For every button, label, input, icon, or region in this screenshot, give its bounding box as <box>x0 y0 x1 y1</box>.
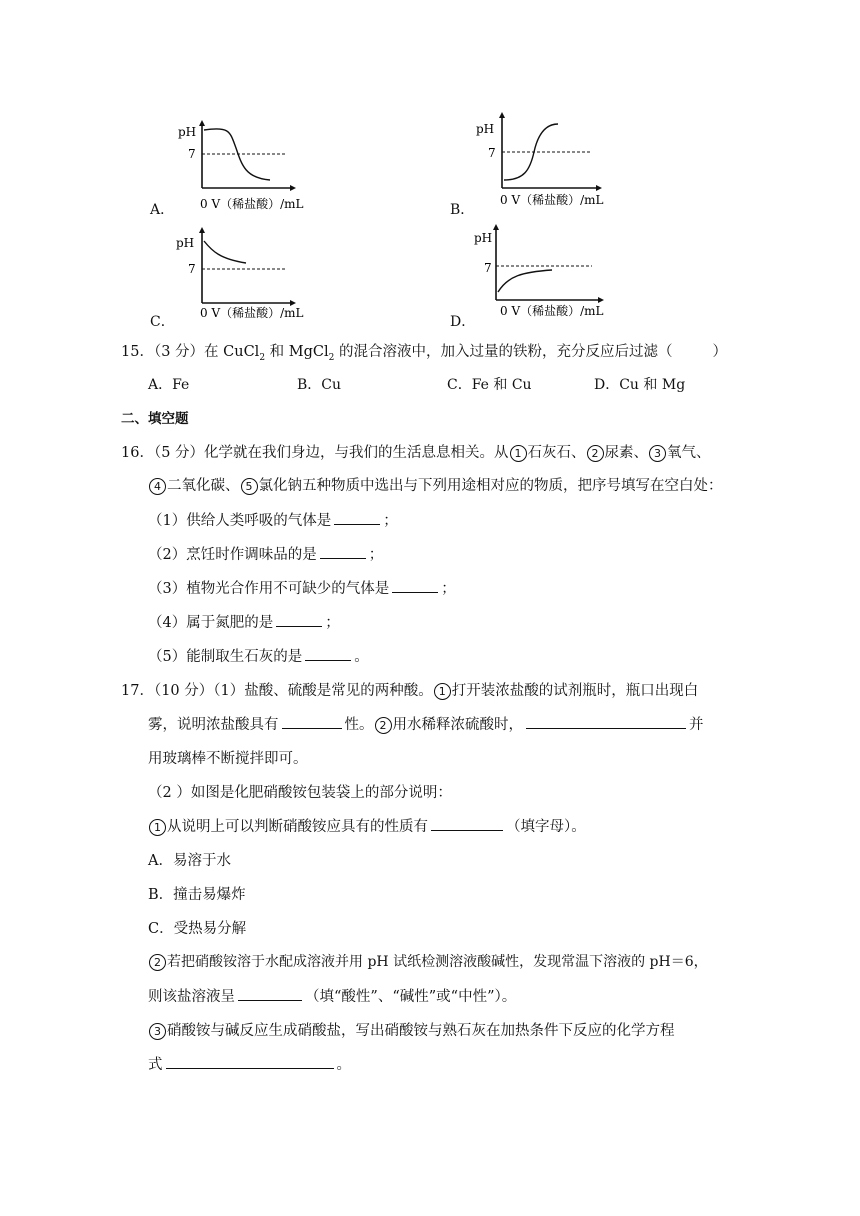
answer-blank[interactable] <box>238 986 302 1001</box>
q16-item-4: （4）属于氮肥的是 ； <box>148 611 340 632</box>
ph-curve-b <box>450 108 630 213</box>
question-17-line8: 3 硝酸铵与碱反应生成硝酸盐，写出硝酸铵与熟石灰在加热条件下反应的化学方程 <box>148 1019 675 1040</box>
q15-option-b: B．Cu <box>297 377 342 393</box>
question-17-line5: 1 从说明上可以判断硝酸铵应具有的性质有 （填字母）。 <box>148 815 586 836</box>
question-17-line7: 则该盐溶液呈 （填“酸性”、“碱性”或“中性”）。 <box>148 985 516 1006</box>
question-17-line1: 17．（10 分）（1）盐酸、硫酸是常见的两种酸。 1 打开装浓盐酸的试剂瓶时，瓶口出现白 <box>121 683 699 699</box>
q17-option-b: B．撞击易爆炸 <box>148 887 246 903</box>
seven-label: 7 <box>188 262 196 276</box>
circled-number: 3 <box>149 1023 166 1040</box>
y-label: pH <box>178 125 197 139</box>
option-d-label: D． <box>450 314 476 330</box>
ph-curve-d <box>450 222 630 322</box>
circled-number: 5 <box>241 478 258 495</box>
circled-number: 1 <box>434 683 451 700</box>
question-17-line9: 式 。 <box>148 1053 351 1074</box>
question-17-line3: 用玻璃棒不断搅拌即可。 <box>148 751 308 767</box>
circled-number: 1 <box>149 819 166 836</box>
answer-blank[interactable] <box>276 612 322 627</box>
seven-label: 7 <box>484 261 492 275</box>
answer-blank[interactable] <box>334 510 380 525</box>
graph-d <box>450 222 630 322</box>
option-b-label: B． <box>450 202 475 218</box>
answer-blank[interactable] <box>320 544 366 559</box>
question-17-line6: 2 若把硝酸铵溶于水配成溶液并用 pH 试纸检测溶液酸碱性，发现常温下溶液的 pH＝6， <box>148 951 708 971</box>
x-label: 0 V（稀盐酸）/mL <box>500 304 604 318</box>
q15-option-c: C．Fe 和 Cu <box>447 377 532 393</box>
question-15-stem: 15．（3 分）在 CuCl$_2$ 和 MgCl$_2$ 的混合溶液中，加入过量的铁粉，充分反应后过滤（ ） <box>121 344 727 363</box>
graph-b <box>450 108 630 213</box>
question-16-line2: 4 二氧化碳、 5 氯化钠五种物质中选出与下列用途相对应的物质，把序号填写在空白处： <box>148 474 723 495</box>
answer-blank[interactable] <box>392 578 438 593</box>
q17-option-c: C．受热易分解 <box>148 921 247 937</box>
circled-number: 1 <box>510 445 527 462</box>
answer-blank[interactable] <box>166 1054 334 1069</box>
circled-number: 2 <box>375 717 392 734</box>
question-17-line4: （2 ）如图是化肥硝酸铵包装袋上的部分说明： <box>148 785 452 801</box>
answer-blank[interactable] <box>305 646 351 661</box>
circled-number: 4 <box>149 478 166 495</box>
y-label: pH <box>476 122 495 136</box>
y-label: pH <box>176 236 195 250</box>
q16-item-5: （5）能制取生石灰的是 。 <box>148 645 369 666</box>
seven-label: 7 <box>488 146 496 160</box>
answer-blank[interactable] <box>282 714 342 729</box>
q15-option-a: A．Fe <box>148 377 190 393</box>
ph-curve-c <box>150 225 325 325</box>
circled-number: 2 <box>587 445 604 462</box>
graph-a <box>150 118 325 218</box>
circled-number: 2 <box>149 954 166 971</box>
section-title: 二、填空题 <box>121 411 189 427</box>
y-label: pH <box>474 231 493 245</box>
option-c-label: C． <box>150 314 175 330</box>
ph-curve-a <box>150 118 325 218</box>
circled-number: 3 <box>649 445 666 462</box>
q16-item-2: （2）烹饪时作调味品的是 ； <box>148 543 383 564</box>
x-label: 0 V（稀盐酸）/mL <box>500 193 604 207</box>
q16-item-3: （3）植物光合作用不可缺少的气体是 ； <box>148 577 456 598</box>
answer-blank[interactable] <box>526 714 686 729</box>
seven-label: 7 <box>188 147 196 161</box>
graph-c <box>150 225 325 325</box>
question-16-line1: 16．（5 分）化学就在我们身边，与我们的生活息息相关。从 1 石灰石、 2 尿素、 3 氧气、 <box>121 445 711 461</box>
x-label: 0 V（稀盐酸）/mL <box>200 306 304 320</box>
q16-item-1: （1）供给人类呼吸的气体是 ； <box>148 509 398 530</box>
x-label: 0 V（稀盐酸）/mL <box>200 197 304 211</box>
q15-option-d: D．Cu 和 Mg <box>594 377 686 393</box>
q17-option-a: A．易溶于水 <box>148 853 231 869</box>
question-17-line2: 雾，说明浓盐酸具有 性。 2 用水稀释浓硫酸时， 并 <box>148 713 704 734</box>
answer-blank[interactable] <box>431 816 503 831</box>
option-a-label: A． <box>150 202 175 218</box>
